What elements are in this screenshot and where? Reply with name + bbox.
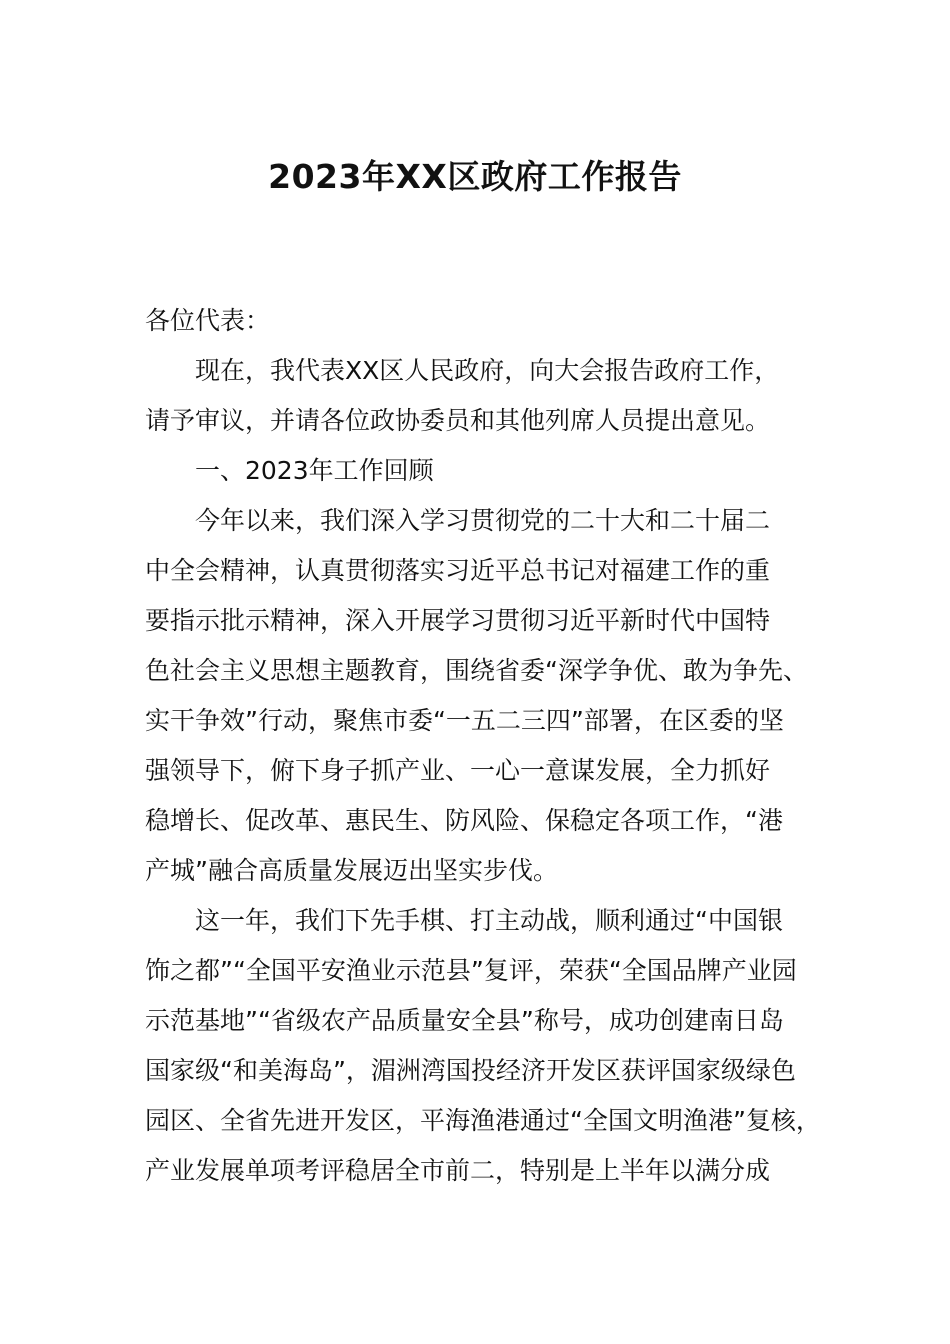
document-body	[145, 296, 825, 1196]
text-line: 饰之都”“全国平安渔业示范县”复评，荣获“全国品牌产业园	[145, 956, 797, 985]
text-line: 今年以来，我们深入学习贯彻党的二十大和二十届二	[195, 506, 771, 535]
document-title: 2023年XX区政府工作报告	[268, 157, 682, 196]
text-line: 各位代表：	[145, 306, 271, 335]
text-line: 实干争效”行动，聚焦市委“一五二三四”部署，在区委的坚	[145, 706, 784, 735]
text-line: 要指示批示精神，深入开展学习贯彻习近平新时代中国特	[145, 606, 771, 635]
text-line: 这一年，我们下先手棋、打主动战，顺利通过“中国银	[195, 906, 783, 935]
text-line: 产城”融合高质量发展迈出坚实步伐。	[145, 856, 558, 885]
text-line: 一、2023年工作回顾	[195, 456, 434, 485]
text-line: 国家级“和美海岛”，湄洲湾国投经济开发区获评国家级绿色	[145, 1056, 796, 1085]
text-line: 现在，我代表XX区人民政府，向大会报告政府工作，	[195, 356, 780, 385]
text-line: 色社会主义思想主题教育，围绕省委“深学争优、敢为争先、	[145, 656, 808, 685]
text-line: 示范基地”“省级农产品质量安全县”称号，成功创建南日岛	[145, 1006, 784, 1035]
text-line: 强领导下，俯下身子抓产业、一心一意谋发展，全力抓好	[145, 756, 771, 785]
text-line: 稳增长、促改革、惠民生、防风险、保稳定各项工作，“港	[145, 806, 783, 835]
text-line: 园区、全省先进开发区，平海渔港通过“全国文明渔港”复核，	[145, 1106, 821, 1135]
text-line: 产业发展单项考评稳居全市前二，特别是上半年以满分成	[145, 1156, 771, 1185]
text-line: 中全会精神，认真贯彻落实习近平总书记对福建工作的重	[145, 556, 771, 585]
text-line: 请予审议，并请各位政协委员和其他列席人员提出意见。	[145, 406, 771, 435]
